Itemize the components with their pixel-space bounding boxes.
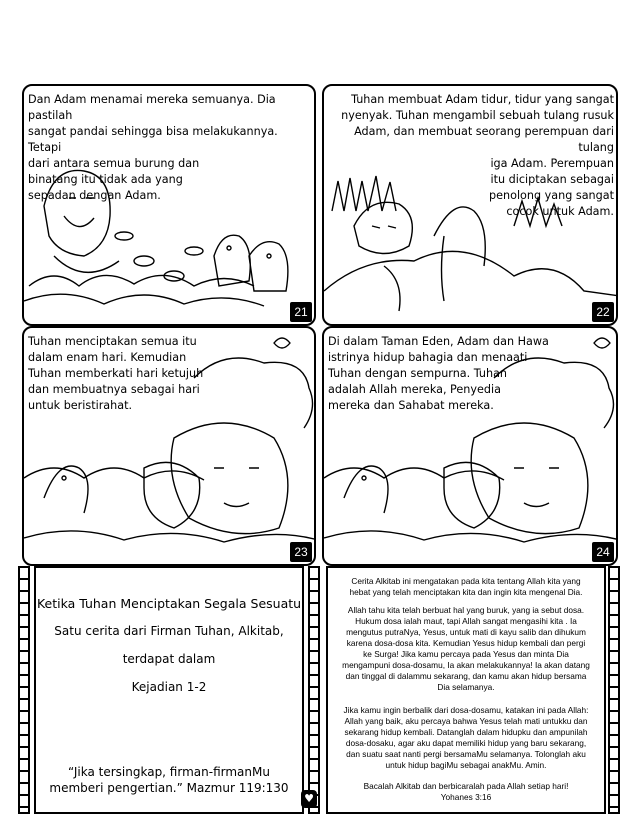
binding-strip-center — [308, 566, 320, 814]
panel-24 — [322, 326, 618, 566]
message-paragraph-3: Jika kamu ingin berbalik dari dosa-dosamu, katakan ini pada Allah: Allah yang baik, aku percaya bahwa Yesus telah mati untukku dan sekarang hidup kembali. Datanglah dalam hidupku dan ampunilah dosa-dosaku, agar aku dapat memiliki hidup yang baru sekarang, dan suatu saat nanti pergi bersamaMu selamanya. Tolonglah aku untuk hidup bagiMu sebagai anakMu. Amin. — [343, 705, 589, 770]
panel-21 — [22, 84, 316, 326]
cover-line2: terdapat dalam — [122, 652, 216, 666]
binding-strip-left — [18, 566, 30, 814]
message-paragraph-1: Cerita Alkitab ini mengatakan pada kita tentang Allah kita yang hebat yang telah menciptakan kita dan ingin kita mengenal Dia. — [349, 576, 583, 597]
panel-22-text: Tuhan membuat Adam tidur, tidur yang sangat nyenyak. Tuhan mengambil sebuah tulang rusuk Adam, dan membuat seorang perempuan dari tulang iga Adam. Perempuan itu diciptakan sebagai penolong yang sangat cocok untuk Adam. — [341, 93, 614, 218]
message-paragraph-4: Bacalah Alkitab dan berbicaralah pada Allah setiap hari! Yohanes 3:16 — [363, 781, 569, 802]
heart-icon: ♥ — [301, 790, 317, 808]
panel-22 — [322, 84, 618, 326]
panel-23-text: Tuhan menciptakan semua itu dalam enam hari. Kemudian Tuhan memberkati hari ketujuh dan membuatnya sebagai hari untuk beristirahat. — [28, 335, 204, 412]
cover-reference: Kejadian 1-2 — [131, 680, 207, 694]
cover-title: Ketika Tuhan Menciptakan Segala Sesuatu — [36, 596, 302, 611]
page-number-21: 21 — [290, 302, 312, 322]
panel-24-text: Di dalam Taman Eden, Adam dan Hawa istrinya hidup bahagia dan menaati Tuhan dengan sempurna. Tuhan adalah Allah mereka, Penyedia mereka dan Sahabat mereka. — [328, 335, 549, 412]
binding-strip-right — [608, 566, 620, 814]
cover-quote: “Jika tersingkap, firman-firmanMu memberi pengertian.” Mazmur 119:130 — [49, 765, 289, 795]
message-paragraph-2: Allah tahu kita telah berbuat hal yang buruk, yang ia sebut dosa. Hukum dosa ialah maut, tapi Allah sangat mengasihi kita . Ia mengutus putraNya, Yesus, untuk mati di kayu salib dan dihukum karena dosa-dosa kita. Kemudian Yesus hidup kembali dan pergi ke Surga! Jika kamu percaya pada Yesus dan minta Dia mengampuni dosa-dosamu, Ia akan melakukannya! Ia akan datang dan tinggal di dalammu sekarang, dan kamu akan hidup bersama Dia selamanya. — [342, 605, 590, 692]
page-number-24: 24 — [592, 542, 614, 562]
cover-box — [34, 566, 304, 814]
panel-23 — [22, 326, 316, 566]
page-number-23: 23 — [290, 542, 312, 562]
panel-21-text: Dan Adam menamai mereka semuanya. Dia pastilah sangat pandai sehingga bisa melakukannya. Tetapi dari antara semua burung dan binatang itu tidak ada yang sepadan dengan Adam. — [28, 93, 278, 202]
page-number-22: 22 — [592, 302, 614, 322]
cover-line1: Satu cerita dari Firman Tuhan, Alkitab, — [54, 624, 284, 638]
message-box — [326, 566, 606, 814]
